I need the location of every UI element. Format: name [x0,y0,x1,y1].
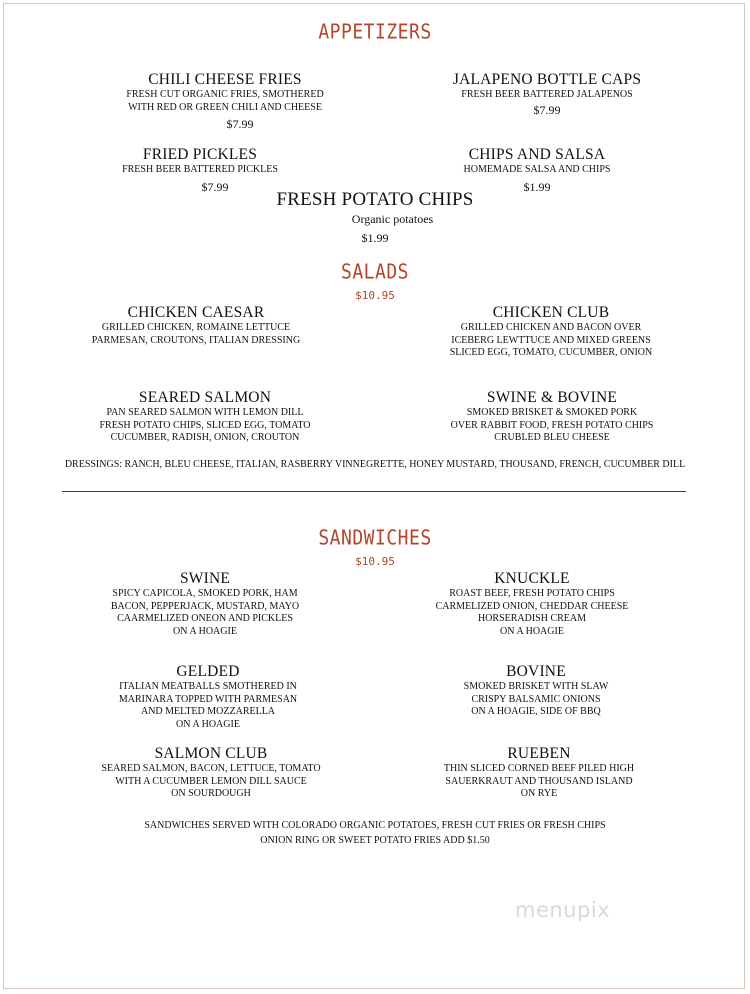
sandwich-rueben [364,745,714,801]
salad-chicken-caesar [21,304,371,347]
desc-line: FRESH BEER BATTERED PICKLES [122,164,278,175]
item-name: GELDED [176,663,240,680]
desc-line: ON SOURDOUGH [171,788,251,799]
desc-line: CRUBLED BLEU CHEESE [494,432,610,443]
item-description: Organic potatoes [351,212,434,226]
item-description [36,763,386,801]
item-name: SWINE [179,570,231,587]
item-name: KNUCKLE [494,570,570,587]
item-price: $1.99 [523,179,551,194]
salads-heading: SALADS [340,260,410,285]
desc-line: HORSERADISH CREAM [477,613,587,624]
item-description [21,322,371,347]
item-description [25,164,375,177]
item-description [357,588,707,638]
desc-line: THIN SLICED CORNED BEEF PILED HIGH [443,763,635,774]
item-description [50,89,400,114]
desc-line: CAARMELIZED ONEON AND PICKLES [117,613,293,624]
sandwich-swine [30,570,380,638]
item-name: CHICKEN CAESAR [127,304,265,321]
desc-line: WITH RED OR GREEN CHILI AND CHEESE [128,101,322,113]
desc-line: ITALIAN MEATBALLS SMOTHERED IN [119,681,297,692]
desc-line: CRISPY BALSAMIC ONIONS [471,693,601,705]
desc-line: FRESH POTATO CHIPS, SLICED EGG, TOMATO [99,419,311,431]
appetizer-chips-and-salsa [362,146,712,195]
desc-line: AND MELTED MOZZARELLA [140,706,276,717]
item-name: FRESH POTATO CHIPS [276,189,474,210]
appetizer-jalapeno-bottle-caps [372,71,722,118]
sandwich-bovine [361,663,711,719]
desc-line: HOMEMADE SALSA AND CHIPS [463,164,611,175]
section-divider [62,491,686,492]
note-line: ONION RING OR SWEET POTATO FRIES ADD $1.50 [260,835,490,846]
desc-line: SMOKED BRISKET & SMOKED PORK [466,407,638,418]
item-price: $1.99 [361,231,389,245]
item-name: CHICKEN CLUB [492,304,610,321]
item-description [33,681,383,731]
desc-line: GRILLED CHICKEN AND BACON OVER [460,322,642,333]
salad-seared-salmon [30,389,380,445]
desc-line: SAUERKRAUT AND THOUSAND ISLAND [445,775,633,787]
item-description [376,322,726,360]
item-description [30,407,380,445]
dressings-list: DRESSINGS: RANCH, BLEU CHEESE, ITALIAN, RASBERRY VINNEGRETTE, HONEY MUSTARD, THOUSAND, FRENCH, CUCUMBER DILL [64,459,686,470]
item-price: $7.99 [533,102,561,117]
item-description [372,89,722,102]
desc-line: GRILLED CHICKEN, ROMAINE LETTUCE [101,322,291,333]
salad-swine-and-bovine [377,389,727,445]
sandwich-knuckle [357,570,707,638]
item-name: JALAPENO BOTTLE CAPS [452,71,642,88]
item-name: RUEBEN [507,745,571,762]
desc-line: CARMELIZED ONION, CHEDDAR CHEESE [435,600,629,612]
desc-line: ROAST BEEF, FRESH POTATO CHIPS [449,588,615,599]
desc-line: SMOKED BRISKET WITH SLAW [463,681,609,692]
item-price: $7.99 [201,179,229,194]
desc-line: FRESH CUT ORGANIC FRIES, SMOTHERED [126,89,324,100]
desc-line: SLICED EGG, TOMATO, CUCUMBER, ONION [449,347,653,358]
desc-line: PARMESAN, CROUTONS, ITALIAN DRESSING [91,334,301,346]
item-price: $7.99 [226,117,254,131]
desc-line: OVER RABBIT FOOD, FRESH POTATO CHIPS [450,419,654,431]
salads-price: $10.95 [355,289,395,302]
menupix-watermark: menupix [515,898,611,922]
desc-line: MARINARA TOPPED WITH PARMESAN [118,693,298,705]
item-name: CHIPS AND SALSA [468,146,606,163]
appetizer-fresh-potato-chips [215,189,535,246]
desc-line: CUCUMBER, RADISH, ONION, CROUTON [110,432,300,443]
item-description [30,588,380,638]
desc-line: FRESH BEER BATTERED JALAPENOS [461,89,633,100]
item-name: CHILI CHEESE FRIES [148,71,302,88]
note-line: SANDWICHES SERVED WITH COLORADO ORGANIC POTATOES, FRESH CUT FRIES OR FRESH CHIPS [144,820,606,831]
item-name: SWINE & BOVINE [486,389,618,406]
sandwich-salmon-club [36,745,386,801]
desc-line: SEARED SALMON, BACON, LETTUCE, TOMATO [101,763,321,774]
item-name: SALMON CLUB [154,745,268,762]
appetizers-heading: APPETIZERS [318,20,432,45]
item-name: BOVINE [506,663,566,680]
item-description [377,407,727,445]
desc-line: ON RYE [520,788,558,799]
item-description [361,681,711,719]
desc-line: ON A HOAGIE [173,625,237,637]
desc-line: SPICY CAPICOLA, SMOKED PORK, HAM [112,588,298,599]
sandwich-gelded [33,663,383,731]
sandwich-notes [0,818,750,848]
item-description [362,164,712,177]
desc-line: BACON, PEPPERJACK, MUSTARD, MAYO [110,600,300,612]
item-name: SEARED SALMON [138,389,272,406]
sandwiches-price: $10.95 [355,555,395,568]
desc-line: WITH A CUCUMBER LEMON DILL SAUCE [115,775,307,787]
sandwiches-heading: SANDWICHES [318,526,432,551]
desc-line: ON A HOAGIE, SIDE OF BBQ [471,706,601,717]
desc-line: ON A HOAGIE [176,718,240,730]
desc-line: ON A HOAGIE [500,625,564,637]
desc-line: PAN SEARED SALMON WITH LEMON DILL [106,407,304,418]
appetizer-fried-pickles [25,146,375,195]
desc-line: ICEBERG LEWTTUCE AND MIXED GREENS [451,334,651,346]
item-description [364,763,714,801]
appetizer-chili-cheese-fries [50,71,400,132]
item-name: FRIED PICKLES [142,146,258,163]
salad-chicken-club [376,304,726,360]
